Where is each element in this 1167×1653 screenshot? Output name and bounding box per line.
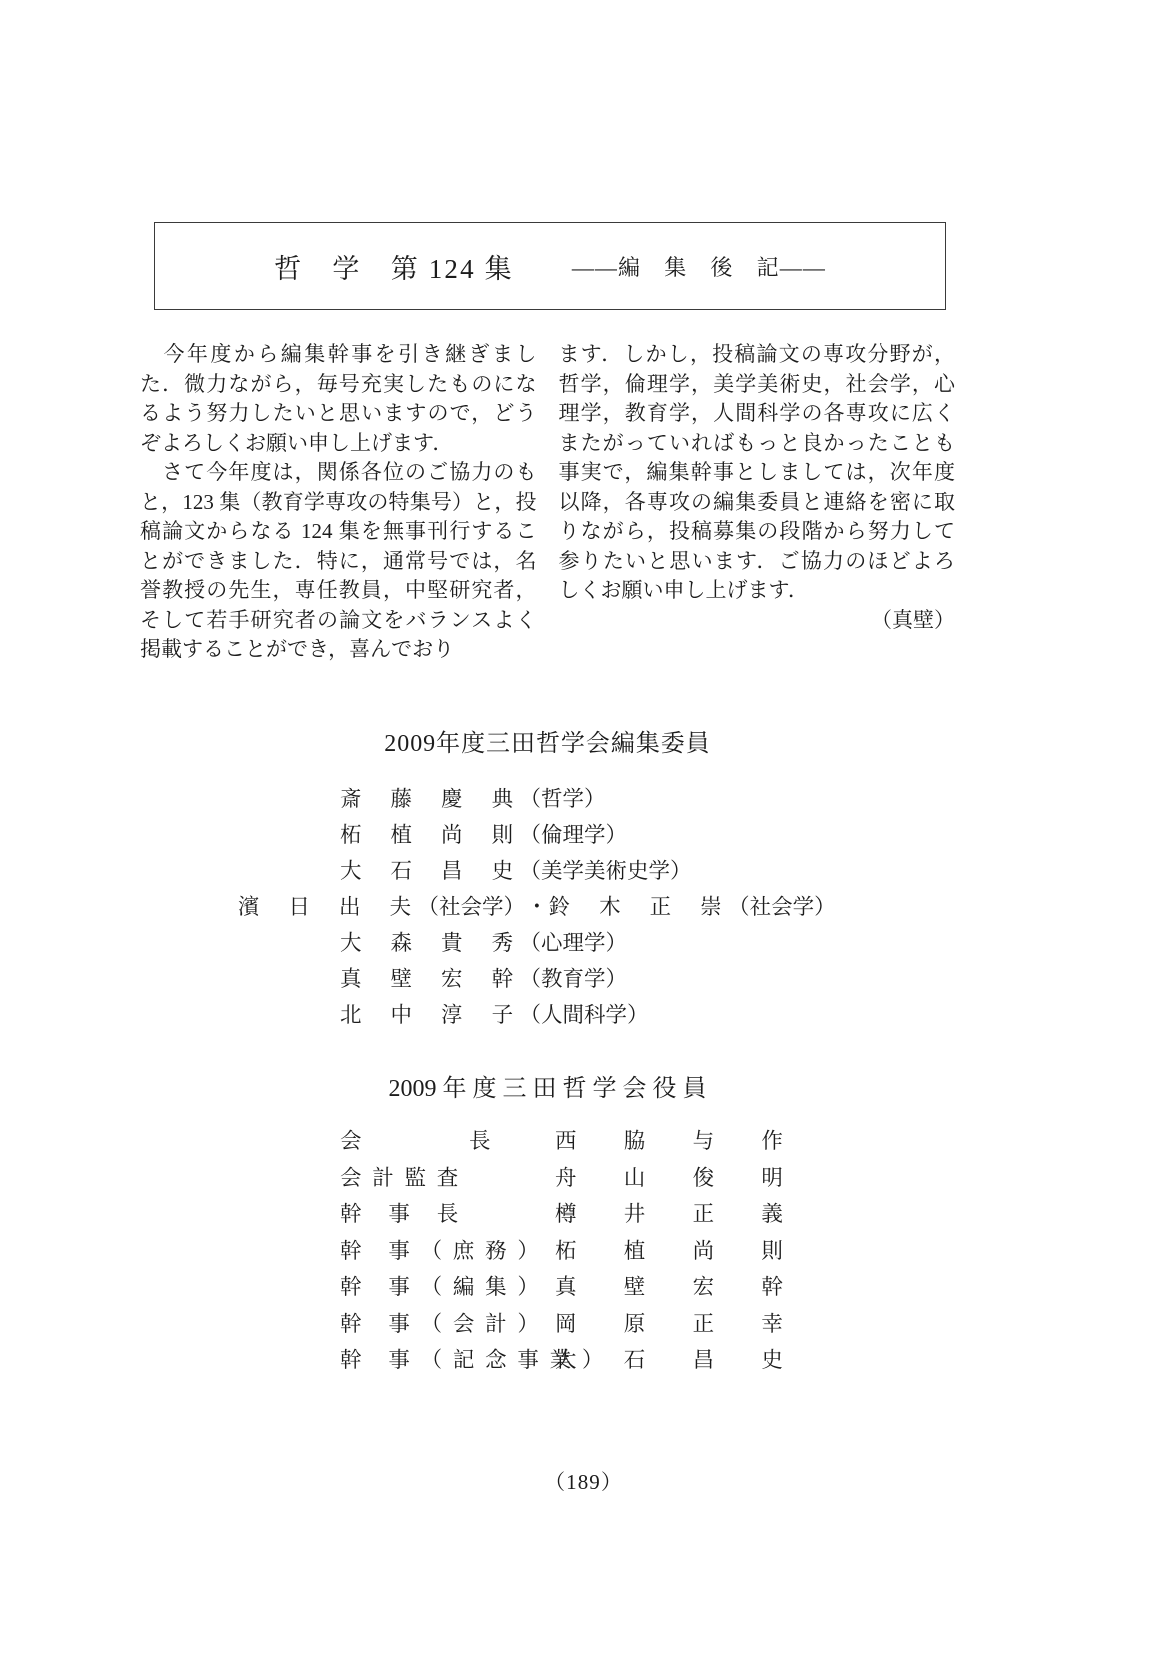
committee-member-row — [340, 996, 955, 1032]
member-name: 鈴木正崇 — [548, 895, 751, 919]
editorial-note — [140, 340, 955, 665]
member-name: 大森貴秀 — [340, 931, 543, 955]
officer-row — [340, 1195, 955, 1232]
member-separator: ・ — [526, 895, 548, 919]
committee-member-row — [340, 924, 955, 960]
committee-member-row — [340, 960, 955, 996]
paragraph: さて今年度は，関係各位のご協力のもと，123 集（教育学専攻の特集号）と，投稿論文からなる 124 集を無事刊行することができました．特に，通常号では，名誉教授の先生，専任教員，中堅研究者，そして若手研究者の論文をバランスよく掲載することができ，喜んでおり — [140, 460, 537, 661]
officer-position: 会 長 — [340, 1129, 502, 1154]
left-column — [140, 340, 537, 665]
officer-position: 幹 事 長 — [340, 1202, 470, 1227]
editorial-committee-heading: 2009年度三田哲学会編集委員 — [384, 730, 711, 757]
officer-name: 柘植尚則 — [555, 1238, 831, 1263]
committee-member-row — [238, 888, 955, 924]
officer-row — [340, 1268, 955, 1305]
signature: （真壁） — [871, 607, 955, 632]
paragraph: ます．しかし，投稿論文の専攻分野が，哲学，倫理学，美学美術史，社会学，心理学，教育学，人間科学の各専攻に広くまたがっていればもっと良かったことも事実で，編集幹事としましては，次年度以降，各専攻の編集委員と連絡を密に取りながら，投稿募集の段階から努力して参りたいと思います．ご協力のほどよろしくお願い申し上げます． — [558, 342, 955, 602]
paragraph: 今年度から編集幹事を引き継ぎました．微力ながら，毎号充実したものになるよう努力したいと思いますので，どうぞよろしくお願い申し上げます． — [140, 342, 537, 455]
member-field: （人間科学） — [519, 1003, 649, 1027]
committee-member-row — [340, 816, 955, 852]
officer-row — [340, 1231, 955, 1268]
officer-name: 大石昌史 — [555, 1348, 831, 1373]
member-field: （倫理学） — [519, 823, 628, 847]
member-name: 柘植尚則 — [340, 823, 543, 847]
officer-name: 西脇与作 — [555, 1129, 831, 1154]
page-content — [140, 0, 955, 1377]
officer-position: 幹 事（記念事業） — [340, 1348, 615, 1373]
member-field: （社会学） — [417, 895, 526, 919]
officer-position: 幹 事（会計） — [340, 1311, 550, 1336]
officer-name: 樽井正義 — [555, 1202, 831, 1227]
officer-name: 舟山俊明 — [555, 1165, 831, 1190]
section-label: ――編 集 後 記―― — [571, 254, 826, 280]
officer-name: 岡原正幸 — [555, 1311, 831, 1336]
editorial-committee-list — [238, 780, 955, 1032]
officers-list — [340, 1122, 955, 1378]
officer-position: 会計監査 — [340, 1165, 470, 1190]
page-number: （189） — [544, 1470, 623, 1494]
member-field: （教育学） — [519, 967, 628, 991]
right-column — [559, 340, 956, 665]
officer-name: 真壁宏幹 — [555, 1275, 831, 1300]
officer-position: 幹 事（庶務） — [340, 1238, 550, 1263]
member-name: 斎藤慶典 — [340, 787, 543, 811]
member-field: （哲学） — [519, 787, 606, 811]
officer-position: 幹 事（編集） — [340, 1275, 550, 1300]
title-box — [154, 222, 946, 310]
member-field: （心理学） — [519, 931, 628, 955]
officers-heading: 2009 年 度 三 田 哲 学 会 役 員 — [388, 1075, 707, 1102]
member-name: 真壁宏幹 — [340, 967, 543, 991]
member-field: （美学美術史学） — [519, 859, 692, 883]
committee-member-row — [340, 780, 955, 816]
officer-row — [340, 1158, 955, 1195]
officer-row — [340, 1304, 955, 1341]
officer-row — [340, 1122, 955, 1159]
member-name: 北中淳子 — [340, 1003, 543, 1027]
member-name: 濱日出夫 — [238, 895, 441, 919]
member-name: 大石昌史 — [340, 859, 543, 883]
journal-title: 哲 学 第 124 集 — [274, 253, 514, 284]
officer-row — [340, 1341, 955, 1378]
member-field: （社会学） — [728, 895, 836, 919]
committee-member-row — [340, 852, 955, 888]
